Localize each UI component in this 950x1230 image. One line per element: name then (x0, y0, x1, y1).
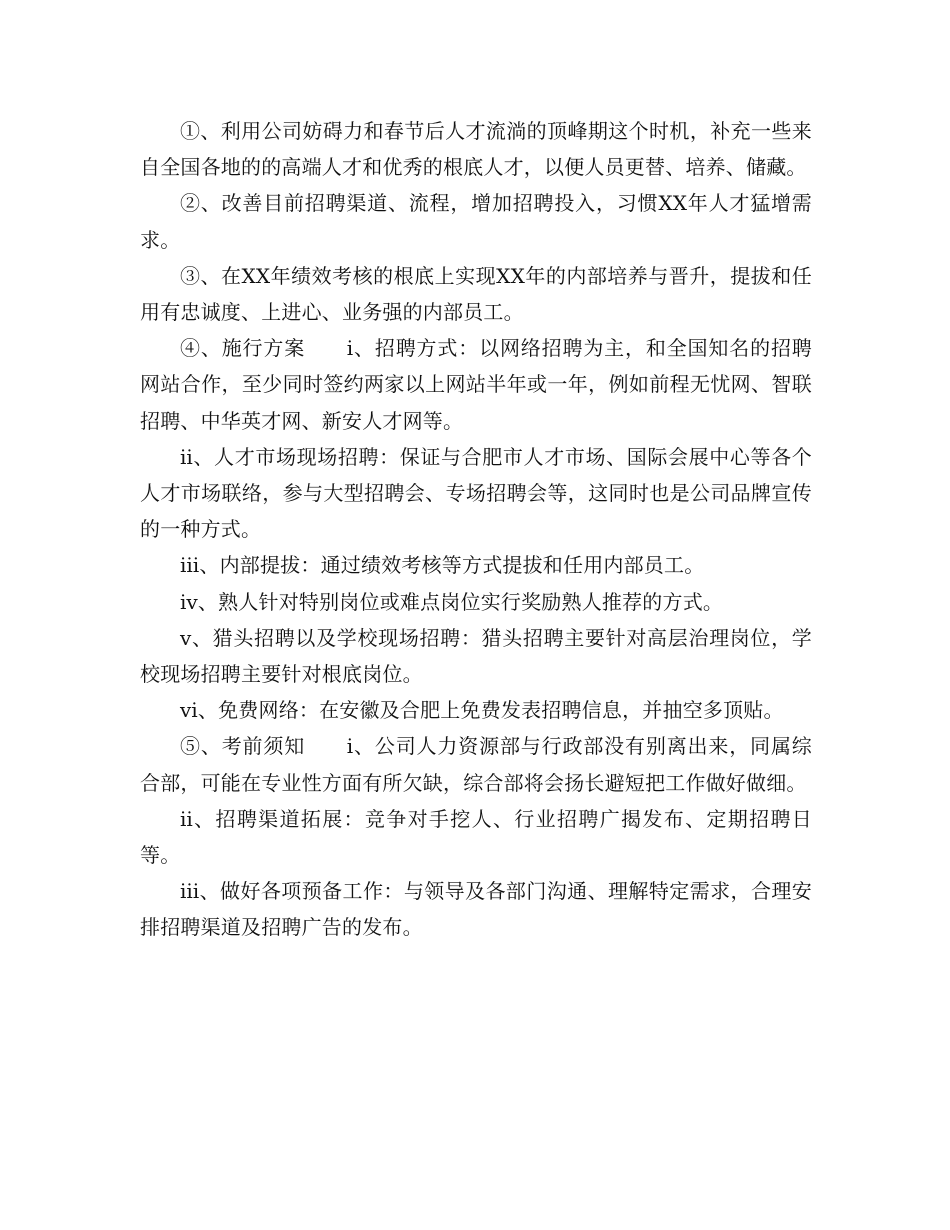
paragraph-goal-3: ③、在XX年绩效考核的根底上实现XX年的内部培养与晋升，提拔和任用有忠诚度、上进心、业务强的内部员工。 (140, 263, 812, 325)
document-body (140, 113, 812, 946)
paragraph-notes-hr: ⑤、考前须知 ⅰ、公司人力资源部与行政部没有别离出来，同属综合部，可能在专业性方面有所欠缺，综合部将会扬长避短把工作做好做细。 (140, 734, 812, 795)
paragraph-notes-channels: ⅱ、招聘渠道拓展：竞争对手挖人、行业招聘广揭发布、定期招聘日等。 (140, 806, 812, 868)
paragraph-plan-headhunt: ⅴ、猎头招聘以及学校现场招聘：猎头招聘主要针对高层治理岗位，学校现场招聘主要针对根底岗位。 (140, 625, 812, 687)
paragraph-goal-1: ①、利用公司妨碍力和春节后人才流淌的顶峰期这个时机，补充一些来自全国各地的的高端人才和优秀的根底人才，以便人员更替、培养、储藏。 (140, 119, 812, 180)
paragraph-plan-onsite: ⅱ、人才市场现场招聘：保证与合肥市人才市场、国际会展中心等各个人才市场联络，参与大型招聘会、专场招聘会等，这同时也是公司品牌宣传的一种方式。 (140, 444, 812, 542)
paragraph-plan-online: ④、施行方案 ⅰ、招聘方式：以网络招聘为主，和全国知名的招聘网站合作，至少同时签约两家以上网站半年或一年，例如前程无忧网、智联招聘、中华英才网、新安人才网等。 (140, 336, 812, 433)
paragraph-plan-internal: ⅲ、内部提拔：通过绩效考核等方式提拔和任用内部员工。 (180, 553, 705, 578)
paragraph-plan-referral: ⅳ、熟人针对特别岗位或难点岗位实行奖励熟人推荐的方式。 (180, 589, 724, 614)
paragraph-plan-free-network: ⅵ、免费网络：在安徽及合肥上免费发表招聘信息，并抽空多顶贴。 (180, 698, 784, 723)
paragraph-goal-2: ②、改善目前招聘渠道、流程，增加招聘投入，习惯XX年人才猛增需求。 (140, 191, 812, 252)
paragraph-notes-preparation: ⅲ、做好各项预备工作：与领导及各部门沟通、理解特定需求，合理安排招聘渠道及招聘广告的发布。 (140, 879, 812, 940)
